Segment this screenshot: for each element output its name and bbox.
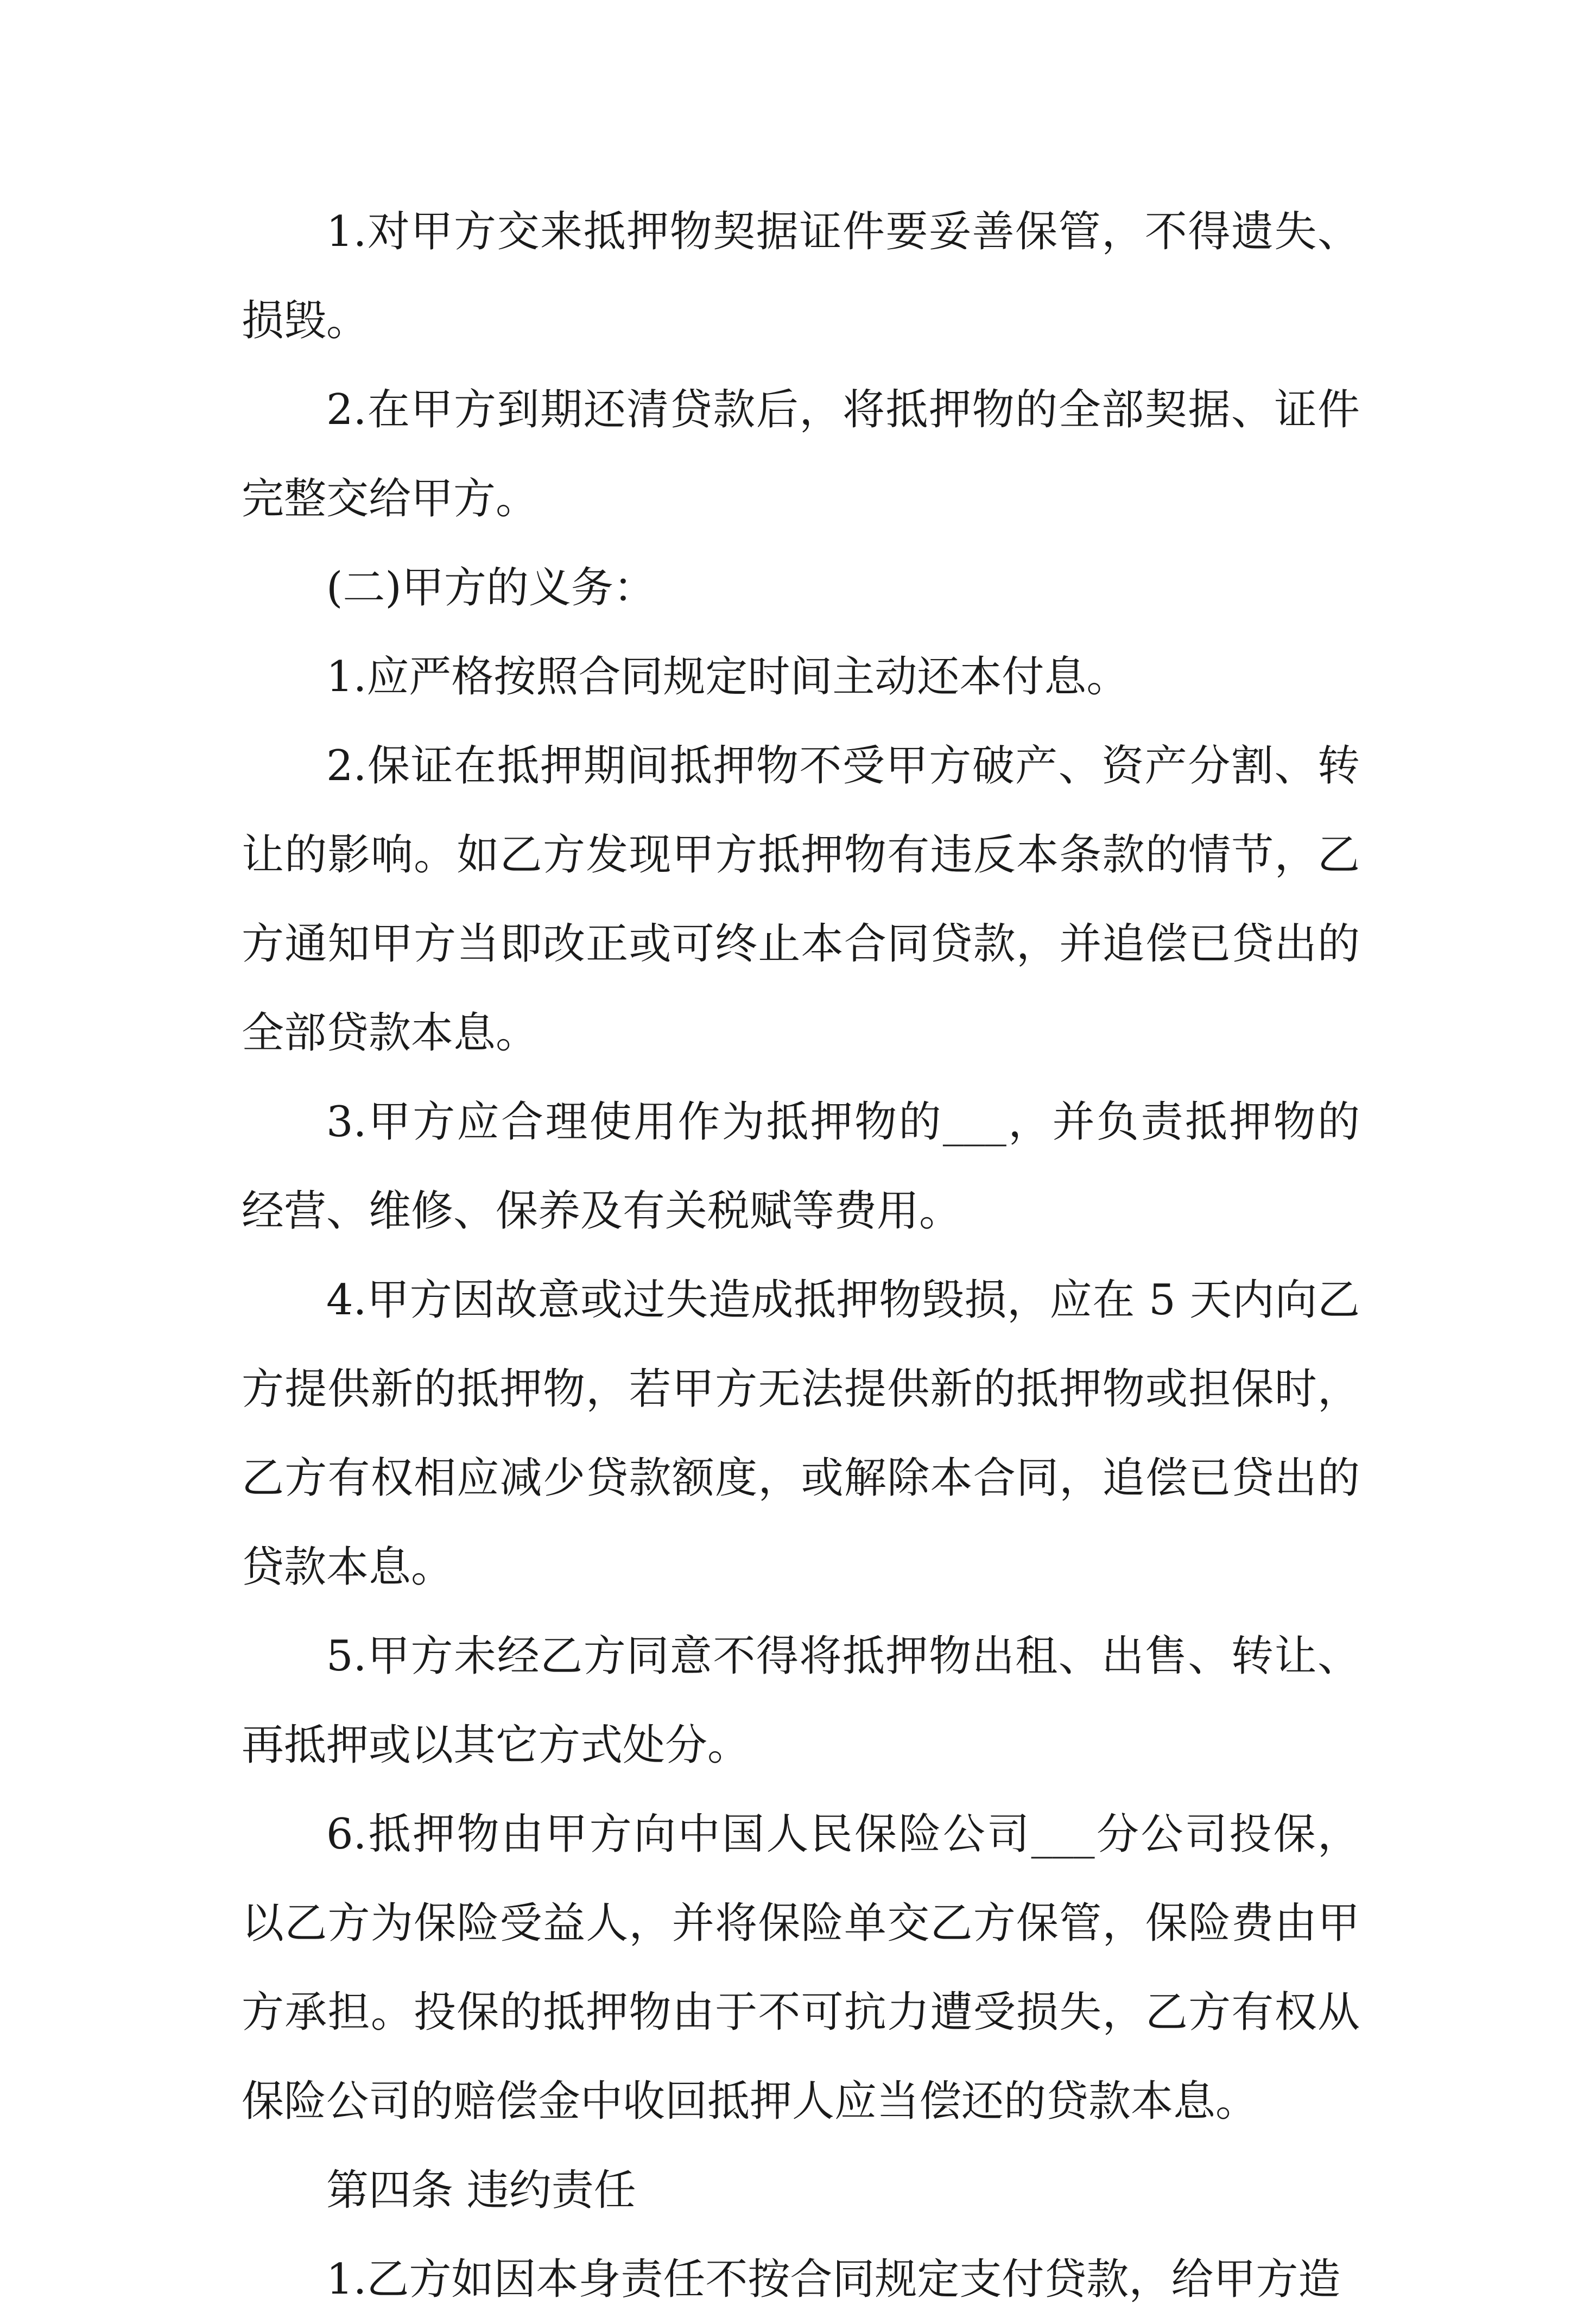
paragraph-return-of-deeds: 2.在甲方到期还清贷款后，将抵押物的全部契据、证件完整交给甲方。 <box>242 385 1360 523</box>
paragraph-insurance: 6.抵押物由甲方向中国人民保险公司___分公司投保，以乙方为保险受益人，并将保险单交乙方保管，保险费由甲方承担。投保的抵押物由于不可抗力遭受损失，乙方有权从保险公司的赔偿金中收回抵押人应当偿还的贷款本息。 <box>242 1810 1360 2126</box>
paragraph-collateral-use: 3.甲方应合理使用作为抵押物的___，并负责抵押物的经营、维修、保养及有关税赋等费用。 <box>242 1098 1360 1236</box>
paragraph-repayment: 1.应严格按照合同规定时间主动还本付息。 <box>326 653 1129 701</box>
paragraph-party-b-default: 1.乙方如因本身责任不按合同规定支付贷款，给甲方造 <box>326 2255 1341 2304</box>
paragraph-custody-of-deeds: 1.对甲方交来抵押物契据证件要妥善保管，不得遗失、损毁。 <box>242 207 1360 345</box>
document-body <box>242 187 1360 2324</box>
paragraph-collateral-protection: 2.保证在抵押期间抵押物不受甲方破产、资产分割、转让的影响。如乙方发现甲方抵押物有违反本条款的情节，乙方通知甲方当即改正或可终止本合同贷款，并追偿已贷出的全部贷款本息。 <box>242 742 1360 1057</box>
section-heading-article-four: 第四条 违约责任 <box>326 2166 636 2215</box>
paragraph-collateral-damage: 4.甲方因故意或过失造成抵押物毁损，应在 5 天内向乙方提供新的抵押物，若甲方无法提供新的抵押物或担保时，乙方有权相应减少贷款额度，或解除本合同，追偿已贷出的贷款本息。 <box>242 1276 1360 1592</box>
paragraph-no-disposal: 5.甲方未经乙方同意不得将抵押物出租、出售、转让、再抵押或以其它方式处分。 <box>242 1632 1360 1770</box>
section-heading-party-a-obligations: (二)甲方的义务： <box>326 563 656 612</box>
